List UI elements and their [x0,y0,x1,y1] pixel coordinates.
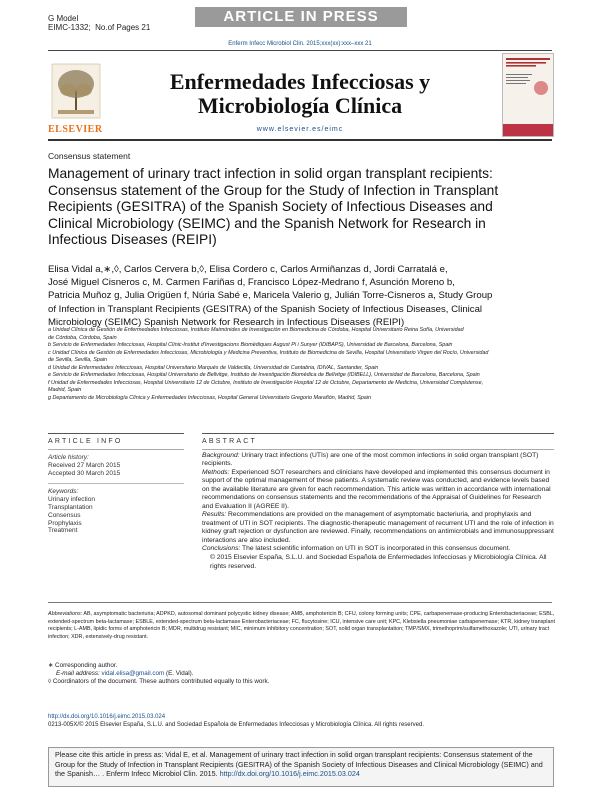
doi-block [48,713,424,729]
corresponding-note: ∗ Corresponding author. [48,662,118,669]
affiliation-line: de Córdoba, Córdoba, Spain [48,334,117,341]
abstract-body [202,452,554,571]
article-info-block [48,454,188,535]
abbreviations-text: AB, asymptomatic bacteriuria; ADPKD, autosomal dominant polycystic kidney disease; AMB, amphotericin B; CFU, colony forming units; CPE, carbapenemase-producing Enterobacteriaceae; ESBL, extended-spectrum beta-lactamase; ESBLE, extended-spectrum beta-lactamase Enterobacteriaceae; FC, flucytosine; ICU, intensive care unit; KPC, Klebsiella pneumoniae carbapenemase; KTR, kidney transplant recipients; L-AMB, lipidic forms of amphotericin B; MDR, multidrug resistant; MIC, minimum inhibitory concentration; SOT, solid organ transplantation; TMP/SMX, trimethoprim/sulfamethoxazole; UTI, urinary tract infection; XDR, extensively-drug resistant. [48,611,555,640]
journal-cover-thumbnail-icon [502,53,554,137]
article-info-heading: ARTICLE INFO [48,438,123,445]
affiliation-line: f Unidad de Enfermedades Infecciosas, Hospital Universitario 12 de Octubre, Instituto de Investigación Hospital 12 de Octubre, Departamento de Medicina, Universidad Complutense, [48,379,484,386]
article-type: Consensus statement [48,151,131,161]
received-date: Received 27 March 2015 [48,461,121,469]
keyword: Treatment [48,527,78,535]
background-label: Background: [202,452,240,459]
affiliation-line: c Unidad Clínica de Gestión de Enfermedades Infecciosas, Microbiología y Medicina Preventiva, Instituto de Biomedicina de Sevilla, Hospital Universitario Virgen del Rocío, Universidad [48,349,489,356]
affiliation-line: a Unidad Clínica de Gestión de Enfermedades Infecciosas, Instituto Maimónides de Investigación en Biomedicina de Córdoba, Hospital Universitario Reina Sofía, Universidad [48,327,464,333]
article-title: Management of urinary tract infection in solid organ transplant recipients: Consensus statement of the Group for the Study of Infection in Transplant Recipients (GESITRA) of the Spanish Society of Infectious Diseases and Clinical Microbiology (SEIMC) and the Spanish Network for Research in Infectious Diseases (REIPI) [48,166,499,247]
affiliation-line: b Servicio de Enfermedades Infecciosas, Hospital Clínic-Institut d'Investigacions Biomèdiques August Pi i Sunyer (IDIBAPS), Universidad de Barcelona, Barcelona, Spain [48,342,453,348]
affiliation-line: d Unidad de Enfermedades Infecciosas, Hospital Universitario Marqués de Valdecilla, Universidad de Cantabria, IDIVAL, Santander, Spain [48,364,379,371]
copyright-notice: © 2015 Elsevier España, S.L.U. and Sociedad Española de Enfermedades Infecciosas y Microbiología Clínica. All rights reserved. [210,554,547,570]
conclusions-label: Conclusions: [202,544,241,552]
email-label: E-mail address: [56,670,100,677]
history-label: Article history: [48,454,89,461]
header-rule-bottom [48,139,552,141]
keyword: Urinary infection [48,496,95,504]
cite-this-article-box [48,747,554,787]
publisher-name: ELSEVIER [48,124,103,135]
results-label: Results: [202,511,227,519]
issn-line: 0213-005X/© 2015 Elsevier España, S.L.U. and Sociedad Española de Enfermedades Infecciosas y Microbiología Clínica. All rights reserved. [48,722,424,728]
authors-line: José Miguel Cisneros c, M. Carmen Fariñas d, Francisco López-Medrano f, Asunción Moreno b, [48,277,455,289]
affiliation-line: e Servicio de Enfermedades Infecciosas, Hospital Universitario de Bellvitge, Instituto de Investigación Biomédica de Bellvitge (IDIBELL), Universidad de Barcelona, Barcelona, Spain [48,372,480,378]
citation-line: Enferm Infecc Microbiol Clin. 2015;xxx(xx):xxx–xxx 21 [228,41,372,47]
methods-label: Methods: [202,468,230,476]
coordinators-note: ◊ Coordinators of the document. These authors contributed equally to this work. [48,678,270,685]
abstract-subrule [202,449,554,450]
abbreviations-label: Abbreviations: [48,611,83,617]
journal-title-line2: Microbiología Clínica [197,93,403,118]
affiliations [48,327,556,402]
email-link[interactable]: vidal.elisa@gmail.com [101,670,165,677]
abstract-bottom-rule [48,602,552,603]
abstract-heading: ABSTRACT [202,438,257,445]
keyword: Prophylaxis [48,519,82,527]
header-rule-top [48,50,552,51]
conclusions-text: The latest scientific information on UTI in SOT is incorporated in this consensus document. [242,544,511,552]
gmodel-text: G Model [48,14,79,23]
author-list [48,263,548,329]
gmodel-label [48,14,150,32]
article-in-press-banner: ARTICLE IN PRESS [195,7,407,27]
authors-line: Microbiology (SEIMC) Spanish Network for Research in Infectious Diseases (REIPI) [48,316,405,328]
abbreviations [48,611,558,641]
cite-text: Please cite this article in press as: Vidal E, et al. Management of urinary tract infection in solid organ transplant recipients: Consensus statement of the Group for the Study of Infection in Transplant Recipients (GESITRA) of the Spanish Society of Infectious Diseases and Clinical Microbiology (SEIMC) and the Spanish… . Enferm Infecc Microbiol Clin. 2015. [55,750,543,778]
methods-text: Experienced SOT researchers and clinicians have developed and implemented this consensus document in support of the optimal management of these patients. A systematic review was conducted, and evidence levels based on the available literature are given for each recommendation. This article was written in accordance with international recommendations on consensus statements and the recommendations of the Appraisal of Guidelines for Research and Evaluation II (AGREE II). [202,468,551,510]
keywords-divider [48,483,184,484]
affiliation-line: Madrid, Spain [48,387,82,393]
authors-line: of Infection in Transplant Recipients (GESITRA) of the Spanish Society of Infectious Diseases, Clinical [48,303,483,315]
affiliation-line: g Departamento de Microbiología Clínica y Enfermedades Infecciosas, Hospital General Universitario Gregorio Marañón, Madrid, Spain [48,394,371,401]
article-info-subrule [48,449,184,450]
keyword: Consensus [48,511,81,519]
authors-line: Patricia Muñoz g, Julia Origüen f, Núria Sabé e, Maricela Valerio g, Julián Torre-Cisneros a, Study Group [48,290,493,302]
authors-line: Elisa Vidal a,∗,◊, Carlos Cervera b,◊, Elisa Cordero c, Carlos Armiñanzas d, Jordi Carratalá e, [48,264,448,275]
results-text: Recommendations are provided on the management of asymptomatic bacteriuria, and prophylaxis and treatment of UTI in SOT recipients. The diagnostic-therapeutic management of recurrent UTI and the role of infection in kidney graft rejection or dysfunction are reviewed. Finally, recommendations on antimicrobials and immunosuppressant interactions are also included. [202,511,554,544]
abstract-rule [202,433,554,434]
keywords-label: Keywords: [48,488,79,496]
affiliation-line: de Sevilla, Sevilla, Spain [48,357,108,363]
journal-url[interactable]: www.elsevier.es/eimc [256,126,344,133]
article-info-rule [48,433,184,434]
page-count: No.of Pages 21 [95,23,151,32]
cite-doi-link[interactable]: http://dx.doi.org/10.1016/j.eimc.2015.03.024 [219,769,360,778]
article-code: EIMC-1332; [48,23,91,32]
keyword: Transplantation [48,503,93,511]
doi-link[interactable]: http://dx.doi.org/10.1016/j.eimc.2015.03.024 [48,714,166,720]
email-suffix: (E. Vidal). [166,670,194,677]
journal-title-line1: Enfermedades Infecciosas y [169,69,431,94]
accepted-date: Accepted 30 March 2015 [48,469,121,477]
correspondence [48,662,448,686]
background-text: Urinary tract infections (UTIs) are one of the most common infections in solid organ transplant (SOT) recipients. [202,452,539,468]
